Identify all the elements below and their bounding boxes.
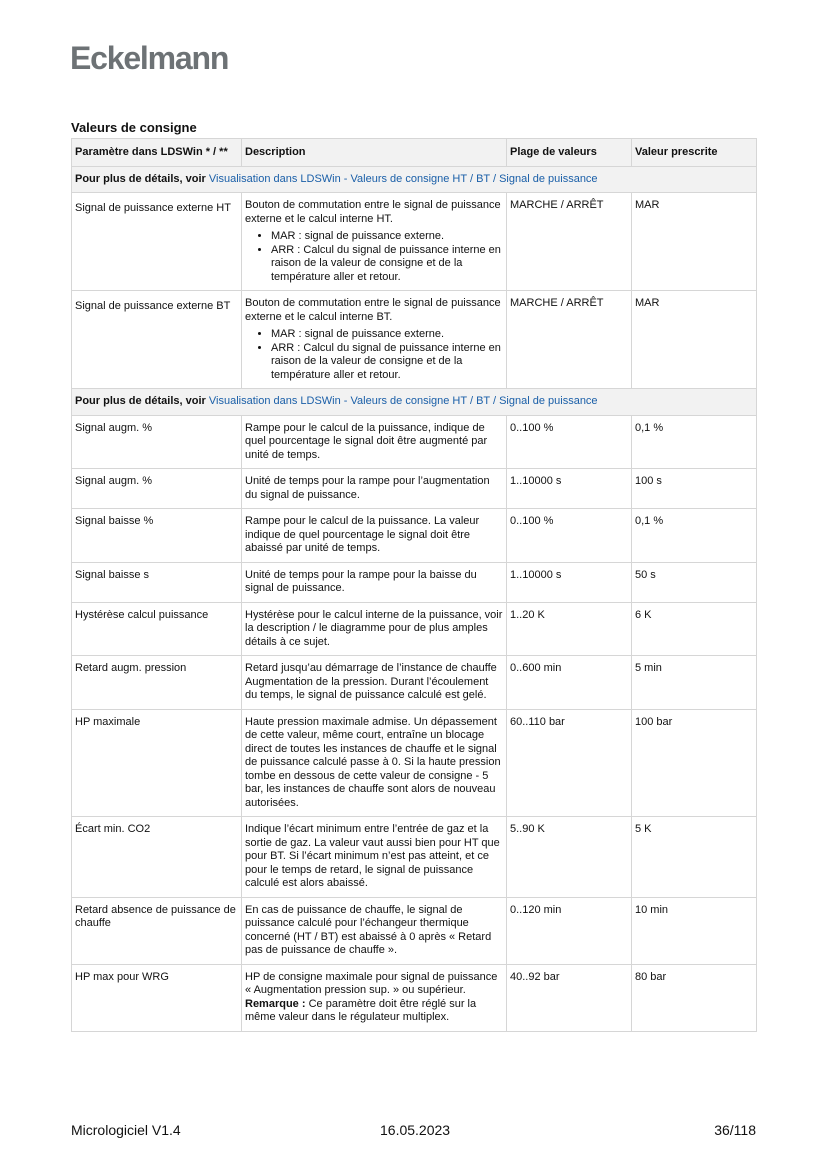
footer-date: 16.05.2023 [380,1122,451,1138]
range-cell: 40..92 bar [507,964,632,1031]
footer-page-number: 36/118 [714,1122,756,1138]
default-cell: 100 bar [632,709,757,817]
table-row [72,193,757,291]
range-cell: MARCHE / ARRÊT [507,193,632,291]
default-cell: 0,1 % [632,509,757,563]
details-link[interactable]: Visualisation dans LDSWin - Valeurs de consigne HT / BT / Signal de puissance [208,172,598,185]
note-text: Ce paramètre doit être réglé sur la même valeur dans le régulateur multiplex. [245,997,477,1023]
header-parameter: Paramètre dans LDSWin * / ** [72,139,242,167]
param-cell: Signal augm. % [72,415,242,469]
group-prefix: Pour plus de détails, voir [75,172,206,185]
range-cell: 1..10000 s [507,562,632,602]
header-description: Description [242,139,507,167]
default-cell: 6 K [632,602,757,656]
table-row [72,415,757,469]
table-row [72,469,757,509]
default-cell: MAR [632,193,757,291]
param-cell: Signal de puissance externe BT [72,291,242,389]
param-cell: Signal baisse s [72,562,242,602]
param-cell: Retard augm. pression [72,656,242,710]
section-title: Valeurs de consigne [71,120,197,135]
table-row [72,602,757,656]
table-row [72,656,757,710]
description-cell: Retard jusqu’au démarrage de l’instance de chauffe Augmentation de la pression. Durant l’écoulement du temps, le signal de puissance calculé est gelé. [242,656,507,710]
table-row [72,562,757,602]
table-row [72,291,757,389]
default-cell: 5 min [632,656,757,710]
description-cell: Rampe pour le calcul de la puissance, indique de quel pourcentage le signal doit être augmenté par unité de temps. [242,415,507,469]
param-cell: Signal baisse % [72,509,242,563]
bullet-item: • MAR : signal de puissance externe. [271,230,503,244]
param-cell: Écart min. CO2 [72,817,242,898]
default-cell: MAR [632,291,757,389]
param-cell: HP maximale [72,709,242,817]
description-text: Bouton de commutation entre le signal de puissance externe et le calcul interne BT. [245,297,501,323]
description-cell [242,193,507,291]
param-cell: HP max pour WRG [72,964,242,1031]
footer-firmware-version: Micrologiciel V1.4 [71,1122,181,1138]
description-cell [242,291,507,389]
table-row [72,709,757,817]
description-text: Bouton de commutation entre le signal de puissance externe et le calcul interne HT. [245,199,501,225]
range-cell: 0..100 % [507,509,632,563]
range-cell: 5..90 K [507,817,632,898]
table-row [72,509,757,563]
setpoints-table [71,138,757,1032]
description-cell: Unité de temps pour la rampe pour l’augmentation du signal de puissance. [242,469,507,509]
company-logo: Eckelmann [70,40,229,76]
range-cell: 0..120 min [507,897,632,964]
default-cell: 0,1 % [632,415,757,469]
bullet-item: • MAR : signal de puissance externe. [271,328,503,342]
default-cell: 80 bar [632,964,757,1031]
table-header-row [72,139,757,167]
table-row [72,964,757,1031]
note-label: Remarque : [245,997,306,1010]
default-cell: 10 min [632,897,757,964]
bullet-list [245,230,503,284]
range-cell: MARCHE / ARRÊT [507,291,632,389]
table-row [72,897,757,964]
param-cell: Signal augm. % [72,469,242,509]
description-cell: Unité de temps pour la rampe pour la baisse du signal de puissance. [242,562,507,602]
description-text: HP de consigne maximale pour signal de puissance « Augmentation pression sup. » ou supérieur. [245,970,498,996]
table-row [72,817,757,898]
range-cell: 60..110 bar [507,709,632,817]
bullet-list [245,328,503,382]
param-cell: Signal de puissance externe HT [72,193,242,291]
description-cell: En cas de puissance de chauffe, le signal de puissance calculé pour l’échangeur thermique concerné (HT / BT) est abaissé à 0 après « Retard pas de puissance de chauffe ». [242,897,507,964]
description-cell: Hystérèse pour le calcul interne de la puissance, voir la description / le diagramme pour de plus amples détails à ce sujet. [242,602,507,656]
group-row [72,389,757,416]
default-cell: 50 s [632,562,757,602]
description-cell: Indique l’écart minimum entre l’entrée de gaz et la sortie de gaz. La valeur vaut aussi bien pour HT que pour BT. Si l’écart minimum n’est pas atteint, et ce pour le temps de retard, le signal de puissance calculé est alors abaissé. [242,817,507,898]
group-prefix: Pour plus de détails, voir [75,395,206,407]
default-cell: 100 s [632,469,757,509]
range-cell: 1..20 K [507,602,632,656]
description-cell: Haute pression maximale admise. Un dépassement de cette valeur, même court, entraîne un blocage direct de toutes les instances de chauffe et le signal de puissance calculé passe à 0. Si la haute pression tombe en dessous de cette valeur de consigne - 5 bar, les instances de chauffe sont alors de nouveau autorisées. [242,709,507,817]
range-cell: 0..100 % [507,415,632,469]
default-cell: 5 K [632,817,757,898]
group-row [72,166,757,193]
bullet-item: • ARR : Calcul du signal de puissance interne en raison de la valeur de consigne et de la température aller et retour. [271,342,503,383]
range-cell: 0..600 min [507,656,632,710]
description-cell [242,964,507,1031]
header-range: Plage de valeurs [507,139,632,167]
param-cell: Retard absence de puissance de chauffe [72,897,242,964]
header-default: Valeur prescrite [632,139,757,167]
description-cell: Rampe pour le calcul de la puissance. La valeur indique de quel pourcentage le signal doit être abaissé par unité de temps. [242,509,507,563]
range-cell: 1..10000 s [507,469,632,509]
details-link[interactable]: Visualisation dans LDSWin - Valeurs de consigne HT / BT / Signal de puissance [208,395,598,407]
bullet-item: • ARR : Calcul du signal de puissance interne en raison de la valeur de consigne et de la température aller et retour. [271,244,503,285]
param-cell: Hystérèse calcul puissance [72,602,242,656]
